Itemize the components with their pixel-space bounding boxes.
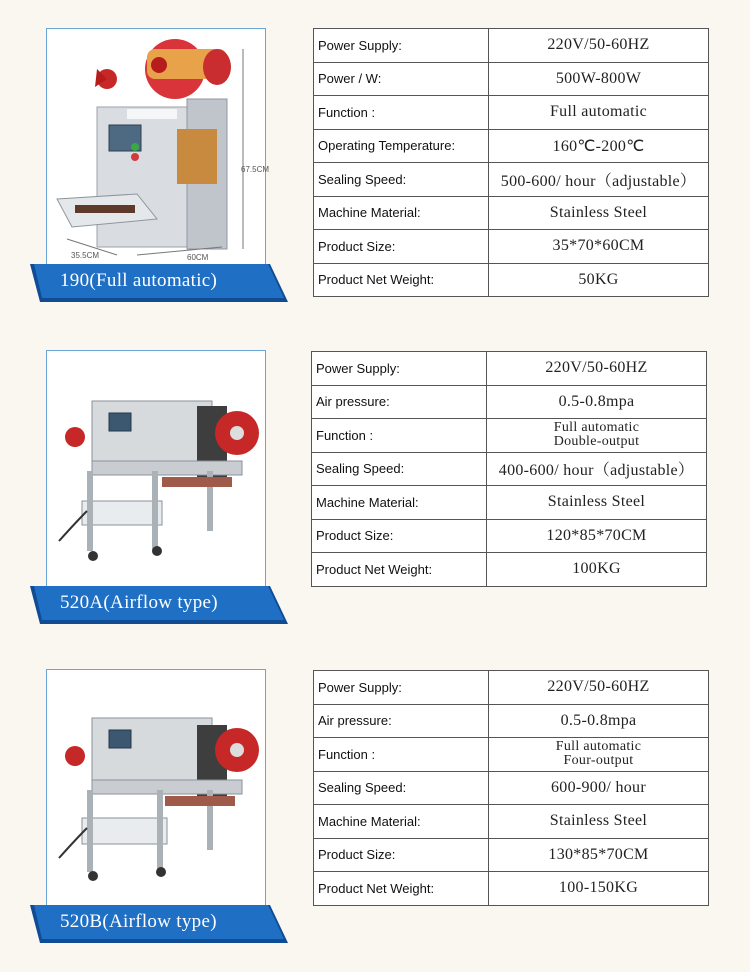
spec-key: Function : bbox=[314, 96, 489, 130]
spec-value: 0.5-0.8mpa bbox=[487, 385, 707, 419]
spec-value: 500-600/ hour（adjustable） bbox=[489, 163, 709, 197]
spec-value: 100-150KG bbox=[489, 872, 709, 906]
table-row bbox=[314, 838, 709, 872]
table-row bbox=[312, 553, 707, 587]
spec-value-line: Full automatic bbox=[555, 739, 642, 755]
spec-key: Air pressure: bbox=[314, 704, 489, 738]
spec-value: 160℃-200℃ bbox=[489, 129, 709, 163]
spec-value: Stainless Steel bbox=[489, 196, 709, 230]
table-row bbox=[314, 29, 709, 63]
spec-key: Product Size: bbox=[312, 519, 487, 553]
spec-value: 120*85*70CM bbox=[487, 519, 707, 553]
table-row bbox=[314, 872, 709, 906]
spec-key: Machine Material: bbox=[314, 805, 489, 839]
table-row bbox=[312, 519, 707, 553]
spec-value: 0.5-0.8mpa bbox=[489, 704, 709, 738]
spec-value-line: Full automatic bbox=[553, 420, 640, 436]
spec-value: Stainless Steel bbox=[487, 486, 707, 520]
table-row bbox=[312, 385, 707, 419]
model-banner bbox=[30, 905, 288, 941]
spec-table bbox=[313, 670, 709, 906]
table-row bbox=[314, 230, 709, 264]
spec-value: 220V/50-60HZ bbox=[489, 671, 709, 705]
spec-table bbox=[311, 351, 707, 587]
spec-table bbox=[313, 28, 709, 297]
machine-photo-520a bbox=[46, 350, 266, 590]
spec-value: 600-900/ hour bbox=[489, 771, 709, 805]
spec-key: Product Net Weight: bbox=[314, 872, 489, 906]
dimension-depth: 35.5CM bbox=[71, 251, 100, 260]
spec-value-line: Four-output bbox=[563, 753, 634, 769]
spec-key: Machine Material: bbox=[312, 486, 487, 520]
model-banner bbox=[30, 586, 288, 622]
spec-value: 100KG bbox=[487, 553, 707, 587]
machine-photo-520b bbox=[46, 669, 266, 909]
table-row bbox=[312, 419, 707, 453]
table-row bbox=[314, 738, 709, 772]
spec-key: Product Size: bbox=[314, 838, 489, 872]
model-banner bbox=[30, 264, 288, 300]
spec-value: 400-600/ hour（adjustable） bbox=[487, 452, 707, 486]
spec-key: Sealing Speed: bbox=[314, 771, 489, 805]
spec-key: Sealing Speed: bbox=[312, 452, 487, 486]
dimension-height: 67.5CM bbox=[241, 165, 270, 174]
spec-key: Product Net Weight: bbox=[312, 553, 487, 587]
table-row bbox=[314, 196, 709, 230]
spec-value: 35*70*60CM bbox=[489, 230, 709, 264]
spec-key: Power Supply: bbox=[312, 352, 487, 386]
spec-value: Stainless Steel bbox=[489, 805, 709, 839]
table-row bbox=[314, 771, 709, 805]
spec-key: Operating Temperature: bbox=[314, 129, 489, 163]
spec-value: 130*85*70CM bbox=[489, 838, 709, 872]
model-label: 520B(Airflow type) bbox=[60, 911, 217, 932]
spec-key: Sealing Speed: bbox=[314, 163, 489, 197]
table-row bbox=[314, 62, 709, 96]
spec-value bbox=[489, 738, 709, 772]
table-row bbox=[312, 486, 707, 520]
table-row bbox=[314, 129, 709, 163]
table-row bbox=[314, 163, 709, 197]
spec-value-line: Double-output bbox=[553, 434, 640, 450]
table-row bbox=[314, 96, 709, 130]
table-row bbox=[312, 452, 707, 486]
table-row bbox=[314, 704, 709, 738]
spec-key: Power Supply: bbox=[314, 29, 489, 63]
spec-key: Product Size: bbox=[314, 230, 489, 264]
table-row bbox=[314, 805, 709, 839]
spec-key: Power / W: bbox=[314, 62, 489, 96]
spec-key: Function : bbox=[312, 419, 487, 453]
table-row bbox=[312, 352, 707, 386]
model-label: 190(Full automatic) bbox=[60, 270, 218, 291]
table-row bbox=[314, 263, 709, 297]
spec-key: Function : bbox=[314, 738, 489, 772]
machine-photo-190 bbox=[46, 28, 270, 268]
spec-key: Product Net Weight: bbox=[314, 263, 489, 297]
spec-key: Air pressure: bbox=[312, 385, 487, 419]
spec-value: 500W-800W bbox=[489, 62, 709, 96]
spec-value: 50KG bbox=[489, 263, 709, 297]
spec-value bbox=[487, 419, 707, 453]
model-label: 520A(Airflow type) bbox=[60, 592, 218, 613]
table-row bbox=[314, 671, 709, 705]
spec-key: Machine Material: bbox=[314, 196, 489, 230]
spec-value: 220V/50-60HZ bbox=[489, 29, 709, 63]
dimension-width: 60CM bbox=[187, 253, 209, 262]
spec-key: Power Supply: bbox=[314, 671, 489, 705]
spec-value: 220V/50-60HZ bbox=[487, 352, 707, 386]
spec-value: Full automatic bbox=[489, 96, 709, 130]
